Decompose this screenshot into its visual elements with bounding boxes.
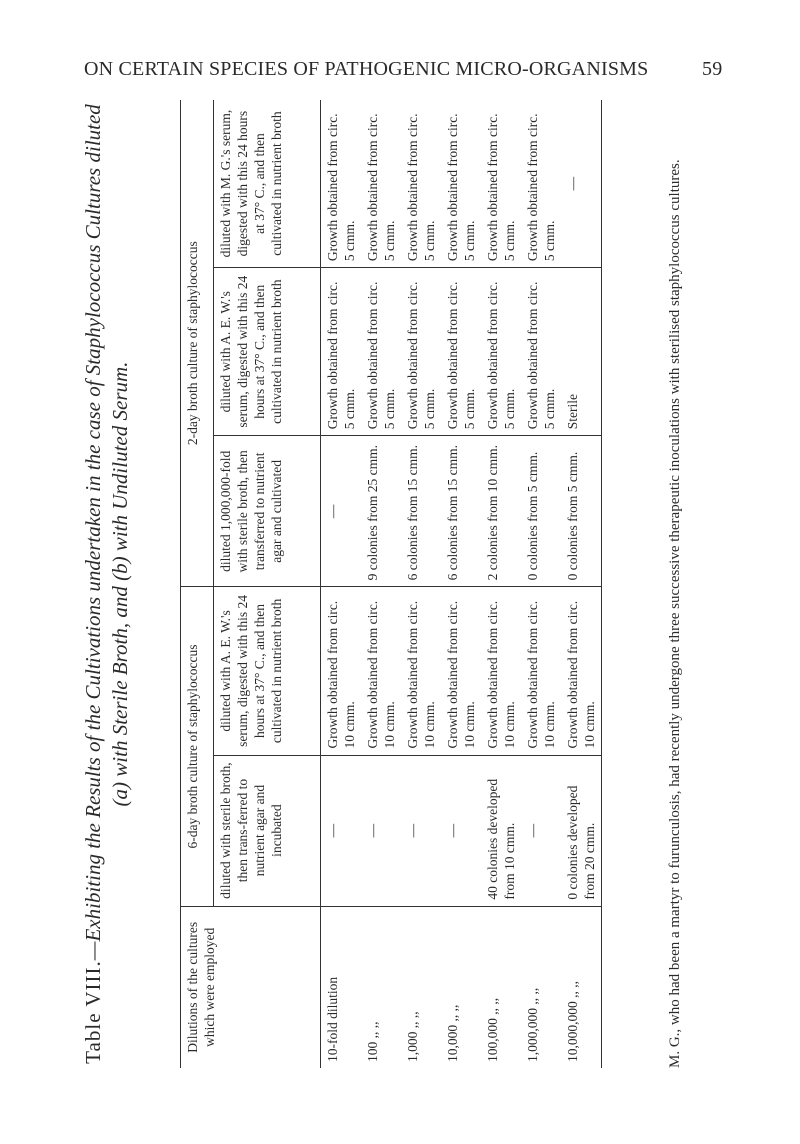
result-cell-c3: —: [321, 436, 362, 587]
result-cell-c3: 6 colonies from 15 cmm.: [401, 436, 441, 587]
subheader-c4: diluted with A. E. W.'s serum, digested with this 24 hours at 37° C., and then cultivated in nutrient broth: [214, 268, 321, 436]
subheader-c2: diluted with A. E. W.'s serum, digested with this 24 hours at 37° C., and then cultivated in nutrient broth: [214, 587, 321, 755]
subheader-c5: diluted with M. G.'s serum, digested with this 24 hours at 37° C., and then cultivated in nutrient broth: [214, 100, 321, 268]
result-cell-c5: Growth obtained from circ. 5 cmm.: [441, 100, 481, 268]
result-cell-c5: Growth obtained from circ. 5 cmm.: [481, 100, 521, 268]
table-row: [401, 100, 441, 1068]
result-cell-c2: Growth obtained from circ. 10 cmm.: [401, 587, 441, 755]
result-cell-c1: —: [361, 755, 401, 906]
result-cell-c1: —: [521, 755, 561, 906]
running-title: ON CERTAIN SPECIES OF PATHOGENIC MICRO-ORGANISMS: [84, 58, 649, 80]
subheader-c1: diluted with sterile broth, then trans-ferred to nutrient agar and incubated: [214, 755, 321, 906]
result-cell-c3: 9 colonies from 25 cmm.: [361, 436, 401, 587]
result-cell-c3: 6 colonies from 15 cmm.: [441, 436, 481, 587]
dilutions-header: Dilutions of the cultures which were employed: [181, 906, 321, 1068]
result-cell-c3: 0 colonies from 5 cmm.: [521, 436, 561, 587]
caption-text: —Exhibiting the Results of the Cultivations undertaken in the case of Staphylococcus Cultures diluted: [81, 104, 105, 961]
result-cell-c5: Growth obtained from circ. 5 cmm.: [401, 100, 441, 268]
result-cell-c2: Growth obtained from circ. 10 cmm.: [481, 587, 521, 755]
dilution-cell: 1,000,000 ,, ,,: [525, 987, 540, 1062]
result-cell-c5: Growth obtained from circ. 5 cmm.: [321, 100, 362, 268]
result-cell-c5: Growth obtained from circ. 5 cmm.: [521, 100, 561, 268]
result-cell-c2: Growth obtained from circ. 10 cmm.: [361, 587, 401, 755]
footnote: M. G., who had been a martyr to furunculosis, had recently undergone three successive therapeutic inoculations with sterilised staphylococcus cultures.: [667, 159, 683, 1068]
table-row: [481, 100, 521, 1068]
result-cell-c4: Growth obtained from circ. 5 cmm.: [321, 268, 362, 436]
dilution-cell: 10-fold dilution: [325, 976, 340, 1062]
result-cell-c4: Growth obtained from circ. 5 cmm.: [401, 268, 441, 436]
result-cell-c4: Growth obtained from circ. 5 cmm.: [481, 268, 521, 436]
result-cell-c4: Growth obtained from circ. 5 cmm.: [361, 268, 401, 436]
result-cell-c1: —: [441, 755, 481, 906]
group-header-2day: 2-day broth culture of staphylococcus: [181, 100, 214, 587]
result-cell-c1: 40 colonies developed from 10 cmm.: [481, 755, 521, 906]
result-cell-c3: 2 colonies from 10 cmm.: [481, 436, 521, 587]
result-cell-c1: —: [321, 755, 362, 906]
result-cell-c4: Growth obtained from circ. 5 cmm.: [521, 268, 561, 436]
result-cell-c2: Growth obtained from circ. 10 cmm.: [321, 587, 362, 755]
result-cell-c5: Growth obtained from circ. 5 cmm.: [361, 100, 401, 268]
dilution-cell: 100 ,, ,,: [365, 1021, 380, 1062]
table-group-header-row: [181, 100, 214, 1068]
dilution-cell: 100,000 ,, ,,: [485, 997, 500, 1062]
table-caption: [80, 84, 134, 1084]
results-table: [180, 100, 602, 1068]
dilution-cell: 10,000 ,, ,,: [445, 1004, 460, 1062]
result-cell-c2: Growth obtained from circ. 10 cmm.: [441, 587, 481, 755]
subheader-c3: diluted 1,000,000-fold with sterile broth, then transferred to nutrient agar and cultivated: [214, 436, 321, 587]
table-row: [561, 100, 602, 1068]
table-row: [321, 100, 362, 1068]
caption-line2: (a) with Sterile Broth, and (b) with Undiluted Serum.: [108, 361, 132, 807]
table-row: [441, 100, 481, 1068]
result-cell-c1: —: [401, 755, 441, 906]
result-cell-c2: Growth obtained from circ. 10 cmm.: [561, 587, 602, 755]
dilution-cell: 10,000,000 ,, ,,: [561, 906, 602, 1068]
group-header-6day: 6-day broth culture of staphylococcus: [181, 587, 214, 906]
result-cell-c4: Sterile: [561, 268, 602, 436]
result-cell-c5: —: [561, 100, 602, 268]
table-label: Table VIII.: [81, 960, 105, 1064]
result-cell-c1: 0 colonies developed from 20 cmm.: [561, 755, 602, 906]
rotated-table-page: [80, 84, 730, 1084]
result-cell-c4: Growth obtained from circ. 5 cmm.: [441, 268, 481, 436]
dilution-cell: 1,000 ,, ,,: [405, 1011, 420, 1062]
table-row: [521, 100, 561, 1068]
table-row: [361, 100, 401, 1068]
result-cell-c2: Growth obtained from circ. 10 cmm.: [521, 587, 561, 755]
result-cell-c3: 0 colonies from 5 cmm.: [561, 436, 602, 587]
page-number: 59: [702, 58, 723, 80]
